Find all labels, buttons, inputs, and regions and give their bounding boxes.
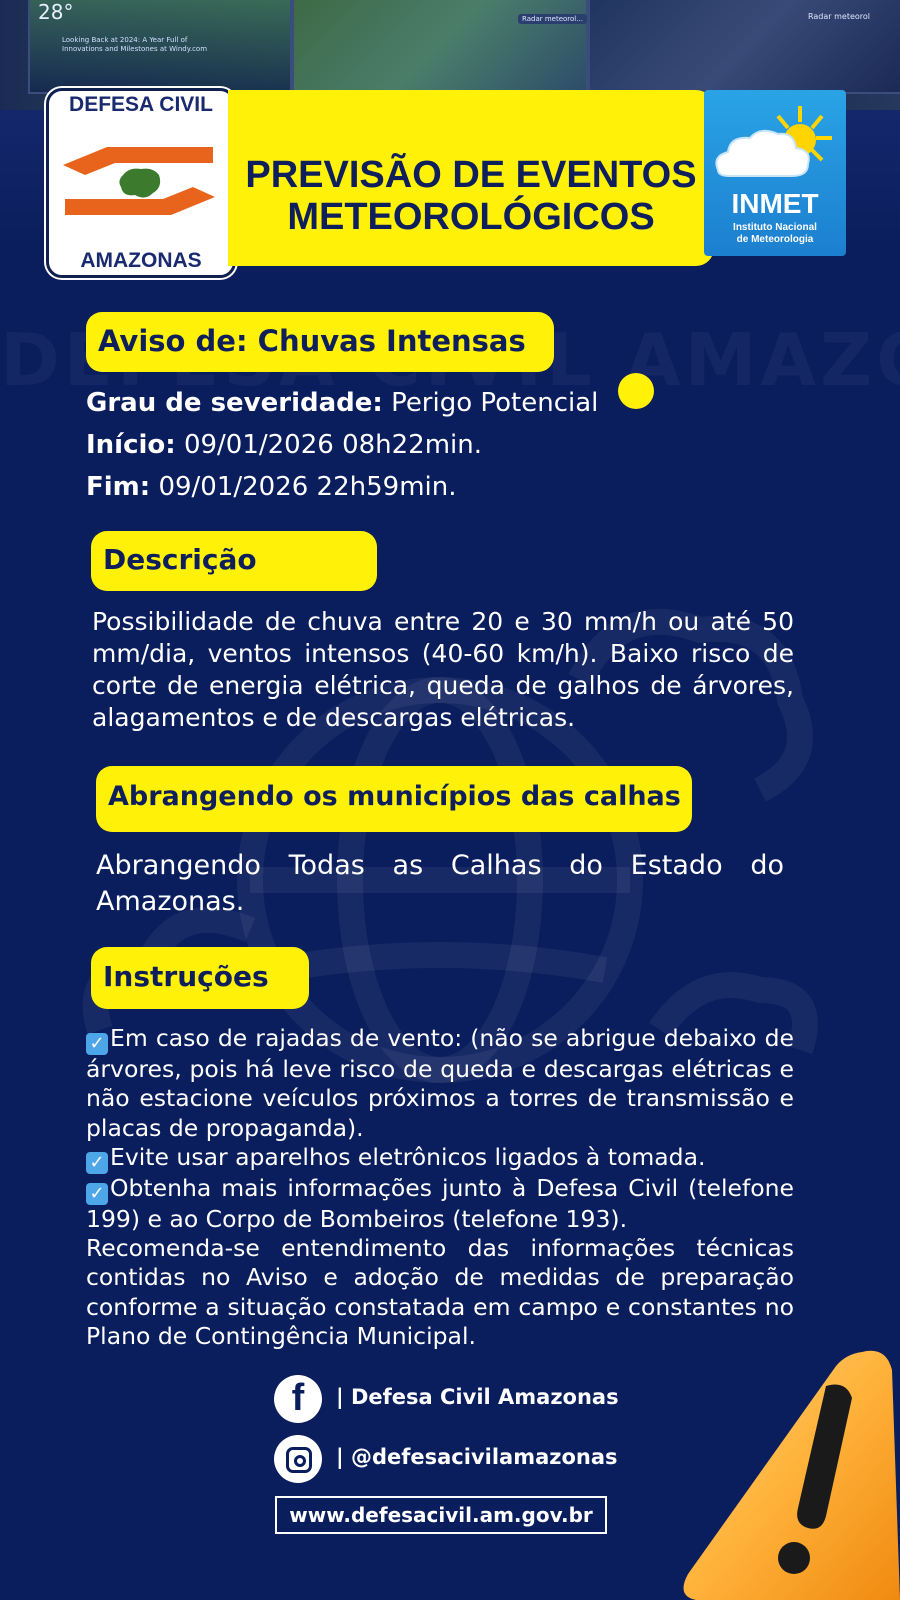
severity-value: Perigo Potencial bbox=[391, 388, 599, 418]
instruction-item bbox=[86, 1143, 794, 1174]
coverage-heading: Abrangendo os municípios das calhas bbox=[108, 781, 681, 812]
description-heading: Descrição bbox=[103, 543, 257, 576]
severity-label: Grau de severidade: bbox=[86, 388, 383, 418]
alert-type-label: Aviso de: Chuvas Intensas bbox=[98, 324, 526, 358]
defesa-civil-emblem-icon bbox=[55, 117, 223, 245]
news-snippet: Looking Back at 2024: A Year Full of Innovations and Milestones at Windy.com bbox=[62, 36, 208, 53]
instructions-heading-badge bbox=[91, 947, 309, 1009]
coverage-text-line2: Amazonas. bbox=[96, 886, 245, 917]
inmet-logo bbox=[704, 90, 846, 256]
defesa-civil-logo bbox=[46, 88, 236, 278]
sun-cloud-icon bbox=[708, 100, 842, 192]
logo-bottom-text: AMAZONAS bbox=[80, 249, 202, 272]
warning-triangle-icon bbox=[676, 1346, 900, 1600]
page-title bbox=[228, 154, 714, 238]
temperature-readout: 28° bbox=[38, 0, 74, 24]
page-title-line1: PREVISÃO DE EVENTOS bbox=[245, 154, 697, 196]
instruction-text: Obtenha mais informações junto à Defesa Civil (telefone 199) e ao Corpo de Bombeiros (telefone 193). bbox=[86, 1173, 794, 1233]
inmet-subtitle-line1: Instituto Nacional bbox=[733, 222, 817, 233]
start-line bbox=[86, 430, 482, 460]
severity-indicator-dot bbox=[618, 373, 654, 409]
start-value: 09/01/2026 08h22min. bbox=[183, 430, 483, 460]
facebook-icon[interactable]: f bbox=[274, 1375, 322, 1423]
check-box-icon: ✓ bbox=[86, 1183, 108, 1205]
instructions-heading: Instruções bbox=[103, 960, 269, 993]
instruction-text: Em caso de rajadas de vento: (não se abrigue debaixo de árvores, pois há leve risco de queda e descargas elétricas e não estacione veículos próximos a torres de transmissão e placas de propaganda). bbox=[86, 1024, 794, 1142]
instagram-handle[interactable]: | @defesacivilamazonas bbox=[336, 1445, 618, 1469]
map-label: Radar meteorol bbox=[808, 12, 870, 21]
alert-type-badge bbox=[86, 312, 554, 372]
coverage-text bbox=[96, 848, 784, 920]
logo-top-text: DEFESA CIVIL bbox=[69, 93, 213, 116]
inmet-name: INMET bbox=[731, 188, 819, 219]
instructions-closing: Recomenda-se entendimento das informações técnicas contidas no Aviso e adoção de medidas de preparação conforme a situação constatada em campo e constantes no Plano de Contingência Municipal. bbox=[86, 1234, 794, 1351]
website-link[interactable]: www.defesacivil.am.gov.br bbox=[275, 1496, 607, 1534]
instagram-icon[interactable] bbox=[274, 1435, 322, 1483]
end-label: Fim: bbox=[86, 472, 151, 502]
instructions-list bbox=[86, 1024, 794, 1351]
end-line bbox=[86, 472, 457, 502]
check-box-icon: ✓ bbox=[86, 1033, 108, 1055]
coverage-heading-badge bbox=[96, 766, 692, 832]
description-heading-badge bbox=[91, 531, 377, 591]
radar-label: Radar meteorol... bbox=[518, 14, 587, 24]
description-text: Possibilidade de chuva entre 20 e 30 mm/h ou até 50 mm/dia, ventos intensos (40-60 km/h). Baixo risco de corte de energia elétrica, queda de galhos de árvores, alagamentos e de descargas elétricas. bbox=[92, 607, 794, 732]
instruction-item bbox=[86, 1174, 794, 1234]
check-box-icon: ✓ bbox=[86, 1152, 108, 1174]
instruction-text: Evite usar aparelhos eletrônicos ligados à tomada. bbox=[110, 1142, 706, 1171]
severity-line bbox=[86, 388, 598, 418]
page-title-line2: METEOROLÓGICOS bbox=[287, 196, 655, 238]
inmet-subtitle bbox=[704, 222, 846, 246]
end-value: 09/01/2026 22h59min. bbox=[158, 472, 457, 502]
coverage-text-line1: Abrangendo Todas as Calhas do Estado do bbox=[96, 850, 784, 881]
inmet-subtitle-line2: de Meteorologia bbox=[736, 234, 814, 245]
instruction-item bbox=[86, 1024, 794, 1143]
start-label: Início: bbox=[86, 430, 176, 460]
page-title-banner bbox=[228, 90, 714, 266]
facebook-handle[interactable]: | Defesa Civil Amazonas bbox=[336, 1385, 619, 1409]
